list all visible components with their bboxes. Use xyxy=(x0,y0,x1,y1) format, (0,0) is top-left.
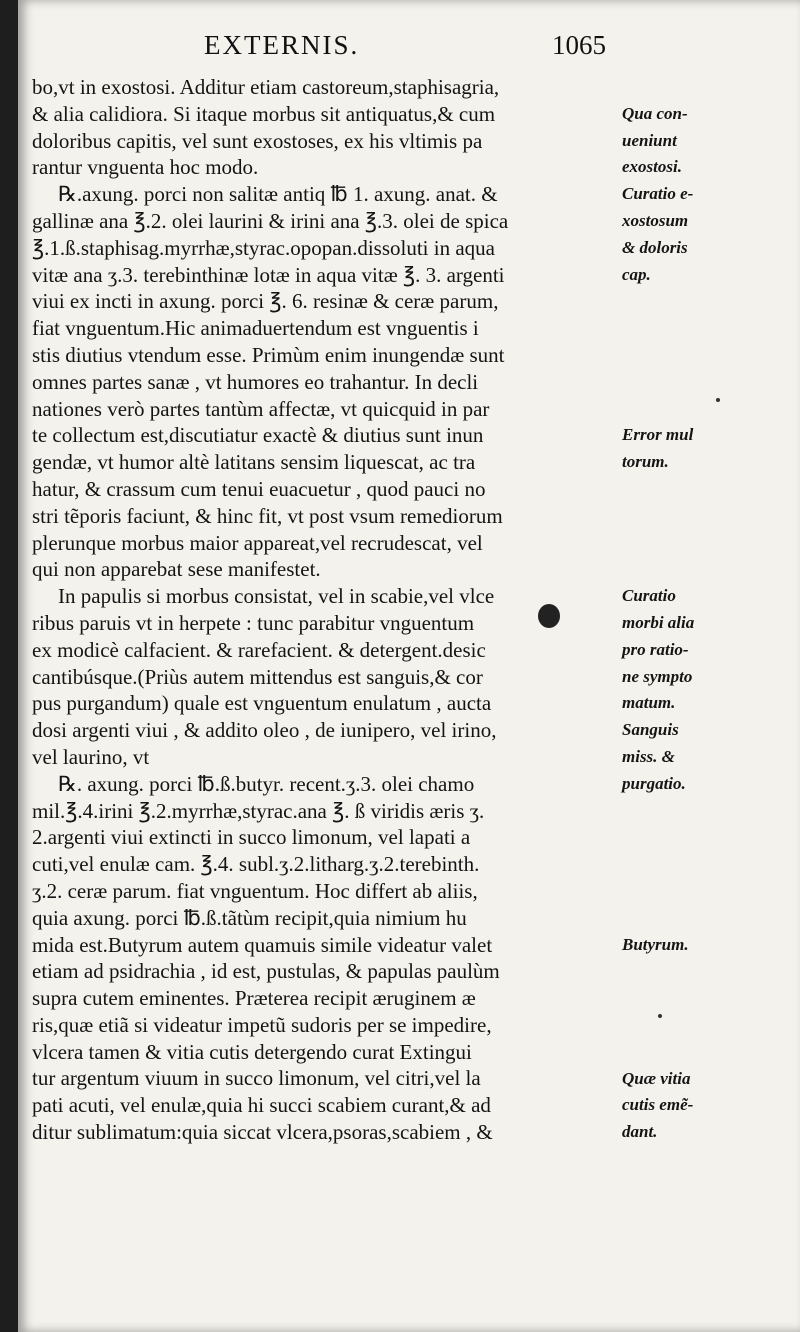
marginal-note-line: dant. xyxy=(622,1122,658,1142)
text-line: vitæ ana ʒ.3. terebinthinæ lotæ in aqua vitæ ℥. 3. argenti xyxy=(32,262,505,287)
marginal-note xyxy=(622,181,693,288)
text-line: ʒ.2. ceræ parum. fiat vnguentum. Hoc differt ab aliis, xyxy=(32,878,478,903)
text-line: dosi argenti viui , & addito oleo , de iunipero, vel irino, xyxy=(32,718,497,743)
text-line: plerunque morbus maior appareat,vel recrudescat, vel xyxy=(32,530,483,555)
text-line: gallinæ ana ℥.2. olei laurini & irini ana ℥.3. olei de spica xyxy=(32,208,509,233)
marginal-note-line: Curatio e- xyxy=(622,184,694,204)
marginal-note-line: torum. xyxy=(622,452,669,472)
text-line: viui ex incti in axung. porci ℥. 6. resinæ & ceræ parum, xyxy=(32,289,499,314)
text-line: ex modicè calfacient. & rarefacient. & detergent.desic xyxy=(32,637,486,662)
marginal-note-line: exostosi. xyxy=(622,157,682,177)
text-line: tur argentum viuum in succo limonum, vel citri,vel la xyxy=(32,1066,481,1091)
book-page xyxy=(18,0,800,1332)
text-line: omnes partes sanæ , vt humores eo trahantur. In decli xyxy=(32,369,479,394)
marginal-note-line: miss. & xyxy=(622,746,675,766)
text-line: cuti,vel enulæ cam. ℥.4. subl.ʒ.2.litharg.ʒ.2.terebinth. xyxy=(32,852,480,877)
ink-blot xyxy=(538,604,560,628)
text-line: vlcera tamen & vitia cutis detergendo curat Extingui xyxy=(32,1039,472,1064)
marginal-note xyxy=(622,1066,693,1146)
text-line: In papulis si morbus consistat, vel in scabie,vel vlce xyxy=(58,584,495,609)
marginal-note-line: Error mul xyxy=(622,425,694,445)
text-line: supra cutem eminentes. Præterea recipit æruginem æ xyxy=(32,986,476,1011)
text-line: bo,vt in exostosi. Additur etiam castoreum,staphisagria, xyxy=(32,75,500,99)
text-line: 2.argenti viui extincti in succo limonum, vel lapati a xyxy=(32,825,471,850)
text-line: rantur vnguenta hoc modo. xyxy=(32,155,259,180)
marginal-note-line: purgatio. xyxy=(622,773,686,793)
marginal-note-line: cap. xyxy=(622,264,651,284)
text-line: doloribus capitis, vel sunt exostoses, ex his vltimis pa xyxy=(32,128,483,153)
marginal-note-line: xostosum xyxy=(622,210,689,230)
marginal-note xyxy=(622,932,689,959)
marginal-note-line: Qua con- xyxy=(622,103,688,123)
marginal-note-line: & doloris xyxy=(622,237,688,257)
marginal-note xyxy=(622,422,693,476)
page-header xyxy=(18,30,800,64)
text-line: & alia calidiora. Si itaque morbus sit antiquatus,& cum xyxy=(32,101,496,126)
ink-speck xyxy=(716,398,720,402)
text-line: quia axung. porci ℔.ß.tãtùm recipit,quia nimium hu xyxy=(32,905,467,930)
text-line: hatur, & crassum cum tenui euacuetur , quod pauci no xyxy=(32,476,486,501)
marginal-note xyxy=(622,717,686,797)
text-line: stis diutius vtendum esse. Primùm enim inungendæ sunt xyxy=(32,342,505,367)
page-number: 1065 xyxy=(552,30,606,60)
marginal-note-line: cutis emẽ- xyxy=(622,1095,694,1115)
text-line: qui non apparebat sese manifestet. xyxy=(32,557,321,582)
text-line: ℥.1.ß.staphisag.myrrhæ,styrac.opopan.dissoluti in aqua xyxy=(32,235,495,260)
text-line: fiat vnguentum.Hic animaduertendum est vnguentis i xyxy=(32,316,479,341)
text-line: te collectum est,discutiatur exactè & diutius sunt inun xyxy=(32,423,484,448)
text-line: cantibúsque.(Priùs autem mittendus est sanguis,& cor xyxy=(32,664,483,689)
text-line: ribus paruis vt in herpete : tunc parabitur vnguentum xyxy=(32,610,475,635)
text-line: pati acuti, vel enulæ,quia hi succi scabiem curant,& ad xyxy=(32,1093,491,1118)
marginal-note xyxy=(622,583,694,717)
marginal-note-line: Sanguis xyxy=(622,720,679,740)
text-line: ris,quæ etiã si videatur impetũ sudoris per se impedire, xyxy=(32,1012,492,1037)
marginal-note-line: Curatio xyxy=(622,586,676,606)
ink-speck xyxy=(658,1014,662,1018)
text-line: nationes verò partes tantùm affectæ, vt quicquid in par xyxy=(32,396,490,421)
text-line: etiam ad psidrachia , id est, pustulas, & papulas paulùm xyxy=(32,959,500,984)
marginal-note-line: ueniunt xyxy=(622,130,677,150)
marginal-note-line: morbi alia xyxy=(622,612,695,632)
text-line: gendæ, vt humor altè latitans sensim liquescat, ac tra xyxy=(32,450,476,475)
text-line: ditur sublimatum:quia siccat vlcera,psoras,scabiem , & xyxy=(32,1120,493,1145)
marginal-note-line: matum. xyxy=(622,693,676,713)
text-line: ℞.axung. porci non salitæ antiq ℔ 1. axung. anat. & xyxy=(58,182,498,207)
text-line: pus purgandum) quale est vnguentum enulatum , aucta xyxy=(32,691,492,716)
text-line: ℞. axung. porci ℔.ß.butyr. recent.ʒ.3. olei chamo xyxy=(58,771,475,796)
text-line: mida est.Butyrum autem quamuis simile videatur valet xyxy=(32,932,493,957)
marginal-note xyxy=(622,101,688,181)
marginal-note-line: Butyrum. xyxy=(622,934,689,954)
marginal-note-line: ne sympto xyxy=(622,666,693,686)
marginal-note-line: Quæ vitia xyxy=(622,1068,691,1088)
text-line: mil.℥.4.irini ℥.2.myrrhæ,styrac.ana ℥. ß viridis æris ʒ. xyxy=(32,798,485,823)
text-line: stri tẽporis faciunt, & hinc fit, vt post vsum remediorum xyxy=(32,503,503,528)
running-head: EXTERNIS. xyxy=(204,30,360,60)
text-line: vel laurino, vt xyxy=(32,744,150,769)
marginal-note-line: pro ratio- xyxy=(622,639,689,659)
